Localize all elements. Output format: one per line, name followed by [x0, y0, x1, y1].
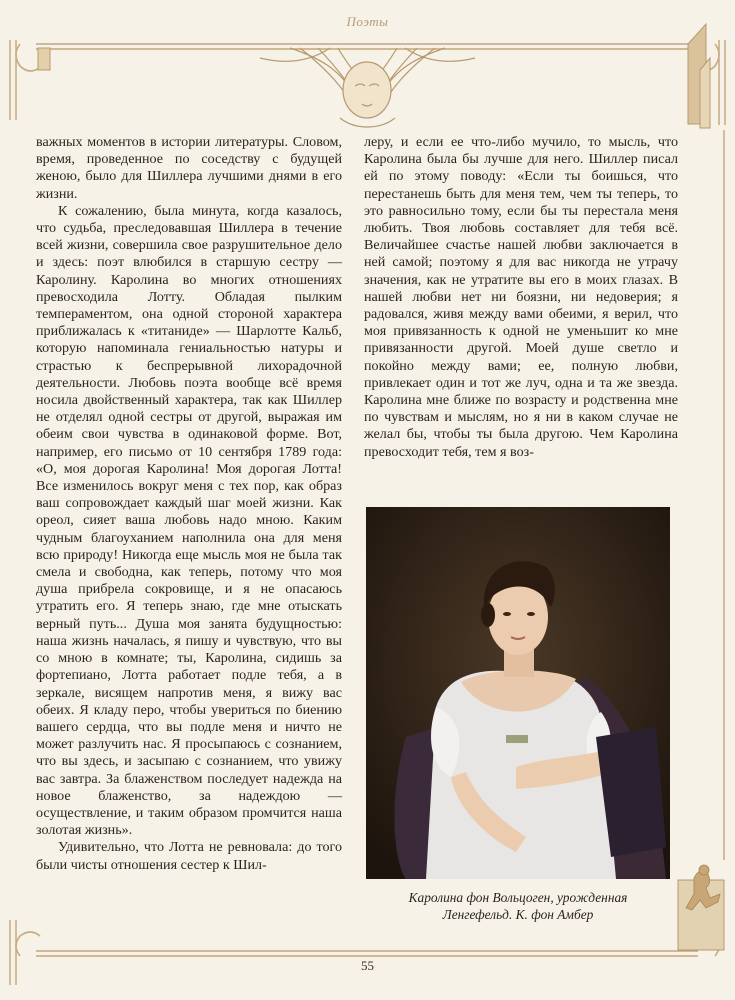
- paragraph: леру, и если ее что-либо мучило, то мысль, что Каролина была бы лучше для него. Шиллер писал ей по этому поводу: «Если ты боишься, что перестанешь быть для меня тем, чем ты теперь, то это равносильно тому, если бы ты перестала меня любить. Твоя любовь составляет для тебя всё. Величайшее счастье нашей любви заключается в ней самой; поэтому я для вас никогда не утрачу значения, как не утратите вы его в моих глазах. В нашей любви нет ни боязни, ни недоверия; я радовался, живя между вами обеими, я верил, что моя привязанность к одной не уменьшит ко мне привязанности другой. Моей душе светло и покойно между вами; ее, полную любви, привлекает один и тот же луч, одна и та же звезда. Каролина мне ближе по возрасту и родственна мне по чувствам и мыслям, но я ни в каком случае не желал бы, чтобы ты была другою. Чем Каролина превосходит тебя, тем я воз-: [364, 134, 678, 460]
- header-ornament: [260, 48, 475, 127]
- figure-caption: [368, 889, 668, 923]
- deco-figure: [678, 865, 724, 950]
- caption-line: Каролина фон Вольцоген, урожденная: [408, 890, 628, 905]
- paragraph: К сожалению, была минута, когда казалось, что судьба, преследовавшая Шиллера в течение всей жизни, совершила свое разрушительное дело и здесь: поэт влюбился в старшую сестру — Каролину. Каролина во многих отношениях превосходила Лотту. Обладая пылким темпераментом, она одной стороной характера приближалась к «титаниде» — Шарлотте Кальб, которую напоминала гениальностью натуры и страстью к беспрерывной лихорадочной деятельности. Любовь поэта вообще всё время носила двойственный характера, так как Шиллер не отделял одной сестры от другой, выражая им обеим свои чувства в одинаковой форме. Вот, например, его письмо от 10 сентября 1789 года: «О, моя дорогая Каролина! Моя дорогая Лотта! Все изменилось вокруг меня с тех пор, как образ ваш сопровождает каждый шаг моей жизни. Как ореол, сияет ваша любовь надо мною. Каким чудным благоуханием наполнила она для меня всю природу! Никогда еще мысль моя не была так смела и свободна, как теперь, потому что моя душа прибрела сокровище, и я не опасаюсь утратить его. Я теперь знаю, где мне отыскать верный путь... Душа моя занята будущностью: наша жизнь началась, я пишу и чувствую, что вы со мною в комнате; ты, Каролина, сидишь за фортепиано, Лотта работает подле тебя, а в зеркале, висящем напротив меня, я вижу вас обеих. Я кладу перо, чтобы увериться по биению вашего сердца, что вы подле меня и ничто не может разлучить нас. Я просыпаюсь с сознанием, что вы здесь, и засыпаю с сознанием, что увижу вас завтра. За блаженством последует надежда на новое блаженство, за надеждою — осуществление, и таким образом промчится наша золотая жизнь».: [36, 202, 342, 839]
- portrait-painting: [366, 507, 670, 879]
- left-text-column: [36, 134, 342, 874]
- paragraph: Удивительно, что Лотта не ревновала: до того были чисты отношения сестер к Шил-: [36, 839, 342, 873]
- paragraph: важных моментов в истории литературы. Словом, время, проведенное по соседству с будущей женою, было для Шиллера лучшими днями в его жизни.: [36, 134, 342, 202]
- caption-line: Ленгефельд. К. фон Амбер: [442, 907, 594, 922]
- right-text-column: [364, 134, 678, 461]
- section-title: Поэты: [346, 14, 389, 29]
- page-number: 55: [361, 958, 374, 973]
